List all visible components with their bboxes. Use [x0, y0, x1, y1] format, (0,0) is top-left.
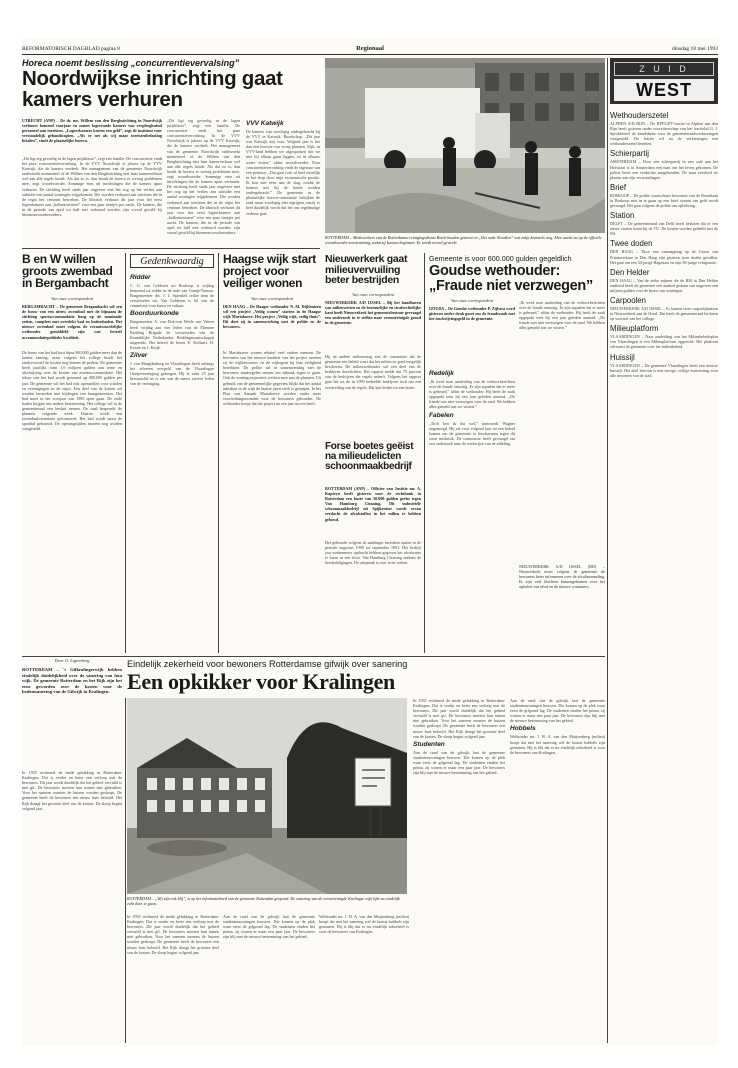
brief-text: NIEUWERKERK A/D IJSSEL – Er komen twee carpoolplaatsen in Nieuwerkerk aan de IJssel. Dat heeft de gemeenteraad besloten op voorstel van het college. [610, 305, 718, 322]
subheading-studenten: Studenten [413, 740, 445, 748]
brief-heading: Schierpartij [610, 149, 649, 159]
divider [607, 58, 608, 1043]
subheading-fabelen: Fabelen [429, 411, 454, 419]
article-body: In 1935 rechtseed de mede gelukking in Rotterdam-Kralingen. Dat is verder en beter een verloop met de bewoners. Dit jaar wordt duidelijk dat het gebied vervuild is met gif. De bewoners moeten hun tuinen niet gebruiken. Voor het saneren moeten de huizen worden gesloopt. De gemeente heeft de bewoners een nieuw huis beloofd. Het Rijk draagt het grootste deel van de kosten. De sloop begint volgend jaar. [22, 770, 122, 811]
article-kicker: Horeca noemt beslissing „concurrentievervalsing” [22, 58, 240, 68]
photo-caption-text: ROTTERDAM – Medewerkers van de Rotterdamse reinigingsdienst Roteb houden gisteren in „Het oude Noorden” wat zakje kruimels weg. Men wacht nu op de officiële woordvoerder-toestemming, zodat zij kunnen beginnen. Er wordt overal gewerkt. [325, 235, 602, 245]
article-body-col3: Aan de rand van de gifwijk laat de gemeente studentenwoningen bouwen. Die komen op de plek waar eerst de gifgrond lag. De studenten vinden het prima, zij wonen er maar een paar jaar. De bewoners zijn blij met de nieuwe bestemming van het gebied. [223, 914, 315, 940]
brief-text: AMSTERDAM – Door een schierpartij in een café aan het Hofstraat is in Amsterdam een man om het leven gekomen. De politie heeft een verdachte aangehouden. De man overleed ter plaatse aan zijn verwondingen. [610, 159, 718, 180]
brief-heading: Huissijl [610, 352, 635, 362]
article-body: Wethouder mr. J. H. A. van den Muijsenberg (milieu) hoopt dat met het sanering wel de laatste hobbels zijn genomen. Hij is blij dat er nu eindelijk zekerheid is voor de bewoners van Kralingen. [510, 734, 605, 755]
article-body: In Mariahoeve wonen relatief veel oudere mensen. De bewoners van het nieuwe karakter van het project moeten zij de wijkbewoners en de wijkagent bij hun veiligheid betrekken. De politie zal in samenwerking met de bewoners maatregelen nemen om inbraak tegen te gaan. Ook de woningcorporaties werken mee aan de plannen. Uit gebruik van de gemeentelijke gegevens blijkt dat het aantal inbraken in de wijk de laatste jaren sterk is gestegen. In het Plan van Aanpak Mariahoeve worden onder meer voorlichtingsavonden voor de bewoners gehouden. De wethouder hoopt dat het project na een jaar succes heeft. [223, 350, 321, 406]
article-lead: NIEUWERKERK A/D IJSSEL – Bij het handhaven van milieuwetten en de bestuurlijke en strafrechtelijke kant heeft Nieuwerkerk het gemeentebestuur gevraagd een onderzoek in te stellen naar verontreinigde grond in de gemeente. [325, 300, 421, 326]
photo-caption-text: ROTTERDAM – „Wij zijn ook blij”, is op het informatiebord van de gemeente Rotterdam geopend. De sanering van de verontreinigde Kralingse wijk lijkt nu eindelijk echt door te gaan. [127, 896, 400, 906]
article-kicker: Eindelijk zekerheid voor bewoners Rotterdamse gifwijk over sanering [127, 659, 408, 669]
brief-heading: Twee doden [610, 239, 653, 249]
zuid-west-logo [610, 58, 718, 104]
column-title: Gedenkwaardig [130, 254, 214, 268]
photo-roteb-workers [325, 58, 605, 233]
article-body: „Dit ligt erg gevoelig in de lagen prijsklasse”, zegt een familie. De concurrentie vindt het pure concurrentievervalsing. In de VVV Noordwijk is jaloers op de VVV Katwijk, die de kamers verdeelt. Het management van de gemeente Noordwijk onderzoekt momenteel of de Willem van den Berghstichting niet haar kamerverhuur wel aan alle regels houdt. Als dat zo is, dan houdt de horeca er weinig problemen mee, zegt woordvoerder. Sommige eten uit inrichtingen die de kamers apart verhuren. De stichting heeft sinds jaar ongeveer met het oog op het verlies aan subsidie een aantal woningen vrijgekomen. Die worden verhuurd aan toeristen die in de regio het centrum bezoeken. De klinisch verhuurt dit jaar voor het eerst logeerkamers aan „bollentoeristen” voor een paar tientjes per nacht. De kamers, die in de periode van april tot half mei verhuurd worden, zijn vooral gewild bij bloemencorsobezoekers. [22, 156, 162, 218]
column-text: J. van Maagdenburg en Vlaardingen heeft onlangs het zilveren erespeld van de Vlaardingse Oranjevereniging gekregen. Hij is ruim 25 jaar bestuurslid en is een van de meest actieve leden van de vereniging. [130, 361, 214, 387]
news-briefs-column [610, 108, 718, 1046]
article-headline: Haagse wijk start project voor veiliger wonen [223, 252, 316, 291]
article-vvv-body: De kamers zijn voorlopig ondergebracht bij de VVV te Katwijk. Boodschap: „Dit jaar was Katwijk mij voor. Volgend jaar is het dan een kwestie van vroeg plannen. Kijk, in VVV-land hebben we afgesproken dat we niet bij elkaar gaan liggen, en in elkaars water visten,” aldus woordvoerder. Puur concurrentievervalsing vindt de eigenaar van een pension. „Dat gaat toch al heel moeilijk in het dorp door mijn economische positie. Ik kon niet eens aan de slag, omdat de kamers niet bij de hotels worden ondergebracht.” De gemeente in de plaatselijke horeca-commissie bekijken de zaak maar voorlopig niet ingrijpen, tenzij er heel duidelijk wordt dat het om regelmatige verhuur gaat. [246, 129, 320, 216]
brief-text: DELFT – De gemeenteraad van Delft heeft besloten dat er een nieuw station komt bij de TU. De kosten worden gedeeld met de NS. [610, 221, 718, 237]
article-headline: Nieuwerkerk gaat milieuvervuiling beter bestrijden [325, 253, 408, 287]
article-body: De bouw van het bad kost bijna 900.000 gulden meer dan de laatste raming, maar volgens het college houdt het raadsvoorstel de kosten nog binnen de perken. De gemeente heeft jaarlijks ruim 1,6 miljoen gulden aan rente en afschrijving over de kosten van zwemaccommodatie. Het tekort van het bad wordt geraamd op 400.000 gulden per jaar. De gemeente wil het bad ook openstellen voor scholen en verenigingen in de regio. Een deel van de kosten zal worden bestreden met bijdragen van buurgemeenten. Het bad moet in het voorjaar van 1995 open gaan. De oude baden krijgen een andere bestemming. Het college wil in de gemeenteraad een besluit nemen. De raad bespreekt de plannen volgende week. Daarna wordt een zwembadcommissie geformeerd. Het bad wordt naast de sporthal gebouwd. De openingstijden moeten nog worden vastgesteld. [22, 350, 122, 432]
article-body: In 1935 rechtseed de mede gelukking in Rotterdam-Kralingen. Dat is verder en beter een verloop met de bewoners. Dit jaar wordt duidelijk dat het gebied vervuild is met gif. De bewoners moeten hun tuinen niet gebruiken. Voor het saneren moeten de huizen worden gesloopt. De gemeente heeft de bewoners een nieuw huis beloofd. Het Rijk draagt het grootste deel van de kosten. De sloop begint volgend jaar. [413, 698, 505, 739]
brief-text: BOSKOOP – De politie waarschuwt bewoners van de Boomlaan in Boskoop niet in te gaan op een brief waarin om geld wordt gevraagd. Het gaat volgens de politie om oplichting. [610, 192, 718, 209]
brief-heading: Milieuplatform [610, 324, 659, 334]
article-body-col2: In 1935 rechtseed de mede gelukking in Rotterdam-Kralingen. Dat is verder en beter een verloop met de bewoners. Dit jaar wordt duidelijk dat het gebied vervuild is met gif. De bewoners moeten hun tuinen niet gebruiken. Voor het saneren moeten de huizen worden gesloopt. De gemeente heeft de bewoners een nieuw huis beloofd. Het Rijk draagt het grootste deel van de kosten. De sloop begint volgend jaar. [127, 914, 219, 955]
article-body: Aan de rand van de gifwijk laat de gemeente studentenwoningen bouwen. Die komen op de plek waar eerst de gifgrond lag. De studenten vinden het prima, zij wonen er maar een paar jaar. De bewoners zijn blij met de nieuwe bestemming van het gebied. [413, 749, 505, 776]
article-lead: GOUDA – De Goudse wethouder P. Zijlstra werd gisteren onder druk gezet om de fraudezaak met het inschrijvingsgeld in de gemeente. [429, 306, 515, 322]
divider [22, 656, 605, 657]
article-body-col4: Wethouder mr. J. H. A. van den Muijsenberg (milieu) hoopt dat met het sanering wel de laatste hobbels zijn genomen. Hij is blij dat er nu eindelijk zekerheid is voor de bewoners van Kralingen. [319, 914, 409, 935]
masthead-paper: REFORMATORISCH DAGBLAD pagina 8 [22, 46, 120, 52]
article-byline: Van onze correspondent [351, 292, 395, 297]
article-byline: Van onze correspondent [50, 296, 94, 301]
article-lead: UTRECHT (ANP) – De dr. mr. Willem van den Berghstichting in Noordwijk verhuurt komend voorjaar en zomer logeeraude kamers van verpleeghuisof personeel aan toeristen. „Logeerkamers kosten een geld”, zegt de instituut voor verstandelijk gehandicapten. „Als er net als wij maar toeristenbelasting betalen”, vindt de plaatselijke horeca. [22, 118, 162, 144]
article-lead: ROTTERDAM (ANP) – Officier van Justitie mr. A. Kapteyn heeft gisteren voor de rechtbank in Rotterdam een boete van 50.000 gulden geëist tegen Van Hamburg Cleaning. Dit industriële schoonmaakbedrijf uit Spijkenisse wordt ervan verdacht de afvalstoffen in het milieu te hebben geloosd. [325, 486, 421, 522]
article-lead: ROTTERDAM – 't Gifkralingerwijk hebben eindelijk duidelijkheid over de sanering van hun wijk. De gemeente Rotterdam en het Rijk zijn het eens geworden over de kosten voor de bodemsanering van de Gifwijk in Kralingen. [22, 667, 122, 695]
divider [125, 253, 126, 653]
news-brief: NIEUWERKERK A/D IJSSEL (RD) – Nieuwerkerk moet volgens de gemeente de bewoners beter informeren over de afvalinzameling. Er zijn veel klachten binnengekomen over het ophalen van afval en de nieuwe containers. [519, 564, 605, 590]
divider [22, 248, 320, 249]
masthead [22, 46, 718, 55]
subheading-vvv: VVV Katwijk [246, 120, 284, 127]
article-kicker: Gemeente is voor 600.000 gulden gegeldlich [429, 254, 572, 263]
brief-text: VLAARDINGEN – De gemeente Vlaardingen heeft een nieuwe huissijl. Het doel hiervan is een stevige, veilige huisvesting voor alle inwoners van de stad. [610, 362, 718, 378]
article-headline: Forse boetes geëist na milieudelicten schoonmaakbedrijf [325, 441, 414, 473]
article-byline: Door G. Ligtenberg [54, 658, 90, 663]
brief-heading: Brief [610, 182, 627, 192]
photo-caption [127, 896, 407, 911]
article-body: Aan de rand van de gifwijk laat de gemeente studentenwoningen bouwen. Die komen op de plek waar eerst de gifgrond lag. De studenten vinden het prima, zij wonen er maar een paar jaar. De bewoners zijn blij met de nieuwe bestemming van het gebied. [510, 698, 605, 724]
article-body-col2: „Dit ligt erg gevoelig in de lagen prijsklasse”, zegt een familie. De concurrentie vindt het pure concurrentievervalsing. In de VVV Noordwijk is jaloers op de VVV Katwijk, die de kamers verdeelt. Het management van de gemeente Noordwijk onderzoekt momenteel of de Willem van den Berghstichting niet haar kamerverhuur wel aan alle regels houdt. Als dat zo is, dan houdt de horeca er weinig problemen mee, zegt woordvoerder. Sommige eten uit inrichtingen die de kamers apart verhuren. De stichting heeft sinds jaar ongeveer met het oog op het verlies aan subsidie een aantal woningen vrijgekomen. Die worden verhuurd aan toeristen die in de regio het centrum bezoeken. De klinisch verhuurt dit jaar voor het eerst logeerkamers aan „bollentoeristen” voor een paar tientjes per nacht. De kamers, die in de periode van april tot half mei verhuurd worden, zijn vooral gewild bij bloemencorsobezoekers. [167, 118, 240, 236]
column-text: C. G. van Gelderen uit Boskoop is vrijdag benoemd tot ridder in de orde van Oranje-Nassau. Burgemeester drs. J. J. Sprenkel reikte hem de versierselen uit. Van Gelderen is lid van de commissie voor kunst en cultuur. [130, 283, 214, 309]
logo-top-text: Z U I D [614, 62, 714, 76]
subheading-redelijk: Redelijk [429, 370, 454, 377]
article-byline: Van onze correspondent [450, 298, 494, 303]
subheading-ridder: Ridder [130, 274, 151, 281]
masthead-section: Regionaal [356, 45, 384, 52]
brief-heading: Carpoolen [610, 295, 646, 305]
brief-text: ALPHEN A/D RIJN – De RPF/GPV-fractie in Alphen aan den Rijn heeft gisteren onder voorzitterschap van het fractielid G. J. Sprokkereef de kandidaten voor de gemeenteraadsverkiezingen vastgesteld. De fractie wil na de verkiezingen een wethouderszetel bezetten. [610, 121, 718, 147]
divider [125, 698, 126, 1043]
article-headline: Goudse wethouder: „Fraude niet verzwegen” [429, 263, 593, 294]
brief-text: DEN HAAG – Door een ontsnapping op de Groen van Prinstererlaan in Den Haag zijn gisteren twee doden gevallen. Het gaat om een 34-jarige Hagenaar en zijn 36-jarige echtgenote. [610, 249, 718, 265]
logo-bottom-text: WEST [614, 79, 714, 101]
column-text: Burgemeester A. van Dok-van Weele van Velsen heeft vrijdag aan vier leden van de Eltenaer Redding Brigade de versierselen van de Koninklijke Nederlandse Reddingsmaatschappij uitgereikt. Het betreft de heren E. Kollaart, H. Koster en J. Kuijk. [130, 319, 214, 350]
article-body: „Toch ben ik dat wel,” antwoordt Wagner ongenoegd. Hij zal voor volgend jaar tot een beleid komen om de gemeente te beschermen tegen dit soort misbruik. De commissie heeft gevraagd om een onderzoek naar de werkwijze van de afdeling. [429, 420, 515, 446]
article-lead: BERGAMBACHT – De gemeente Bergambacht wil een de bouw van een nieuw zwembad met de bijnaam de stichting sportaccommodatie hoog op de nominatie zetten, compleet met overdekt bad en buitenbaden. Het nieuwe zwembad moet volgens de verantwoordelijke wethouder gemiddeld zijn wat betreft accommodatiepolitieke kwaliteit. [22, 304, 122, 340]
divider [218, 253, 219, 653]
article-body: „Ik werd naar aanleiding van de verhoorberichten over de fraude onrustig. Er zijn signalen dat er meer is gebeurd,” aldus de wethouder. Hij heeft de zaak opgepakt toen hij een jaar geleden aantrad. „De fraude was niet verzwegen voor de raad. We hebben alles gemeld wat we wisten.” [429, 379, 515, 410]
brief-heading: Station [610, 211, 635, 221]
subheading-zilver: Zilver [130, 352, 148, 360]
brief-heading: Den Helder [610, 267, 650, 277]
article-headline: Noordwijkse inrichting gaat kamers verhuren [22, 67, 283, 111]
masthead-date: dinsdag 18 mei 1993 [672, 46, 718, 52]
brief-heading: Wethouderszetel [610, 111, 669, 120]
article-body: Het gebeurde volgens de aanklager meerdere malen in de periode augustus 1990 tot september 1991. Het bedrijf zou werknemers opdracht hebben gegeven het afvalwater te lozen in een sloot. Van Hamburg Cleaning ontkent de beschuldigingen. De uitspraak is over twee weken. [325, 540, 421, 566]
newspaper-page [22, 38, 718, 1046]
brief-text: DEN HAAG – Van de zieke mijnen die de RM in Den Helder aanbood heeft de gemeente een aanbod gedaan van ongeveer een miljoen gulden voor de bouw van woningen. [610, 277, 718, 293]
article-body: Hij de andere milieuvraag ziet de commissie dat de gemeente een beleid voert dat het milieu zo goed mogelijk beschermt. De milieuwethouder wil een deel van de bedrijven doorlichten. Het rapport meldt dat 75 procent van de bedrijven die regels naleeft. Volgens het rapport gaat het tot de in 1993 bedoelde bedrijven toch om een overtreding van de regels. Dat kan leiden tot een boete. [325, 354, 421, 390]
article-headline: B en W willen groots zwembad in Bergambacht [22, 252, 113, 291]
divider [424, 253, 425, 653]
subheading-hobbels: Hobbels [510, 725, 536, 733]
article-headline: Een opkikker voor Kralingen [127, 669, 395, 694]
subheading-boorduurkonde: Boorduurkonde [130, 310, 179, 318]
article-byline: Van onze correspondent [250, 296, 294, 301]
article-lead: DEN HAAG – De Haagse wethouder N. M. Dijkhuizen wil een project „Veilig wonen” starten in de Haagse wijk Mariahoeve. Het project „Veilig wijk, veilig thuis”. Dit doet zij in samenwerking met de politie en de bewoners. [223, 304, 321, 330]
brief-text: VLAARDINGEN – Naar aanleiding van het Milieubeleidsplan van Vlaardingen is een Milieuplatform opgericht. Het platform adviseert de gemeente over het milieubeleid. [610, 334, 718, 350]
photo-caption [325, 235, 605, 250]
article-body-col2: „Ik werd naar aanleiding van de verhoorberichten over de fraude onrustig. Er zijn signalen dat er meer is gebeurd,” aldus de wethouder. Hij heeft de zaak opgepakt toen hij een jaar geleden aantrad. „De fraude was niet verzwegen voor de raad. We hebben alles gemeld wat we wisten.” [519, 300, 605, 331]
photo-kralingen-houses [127, 698, 407, 894]
